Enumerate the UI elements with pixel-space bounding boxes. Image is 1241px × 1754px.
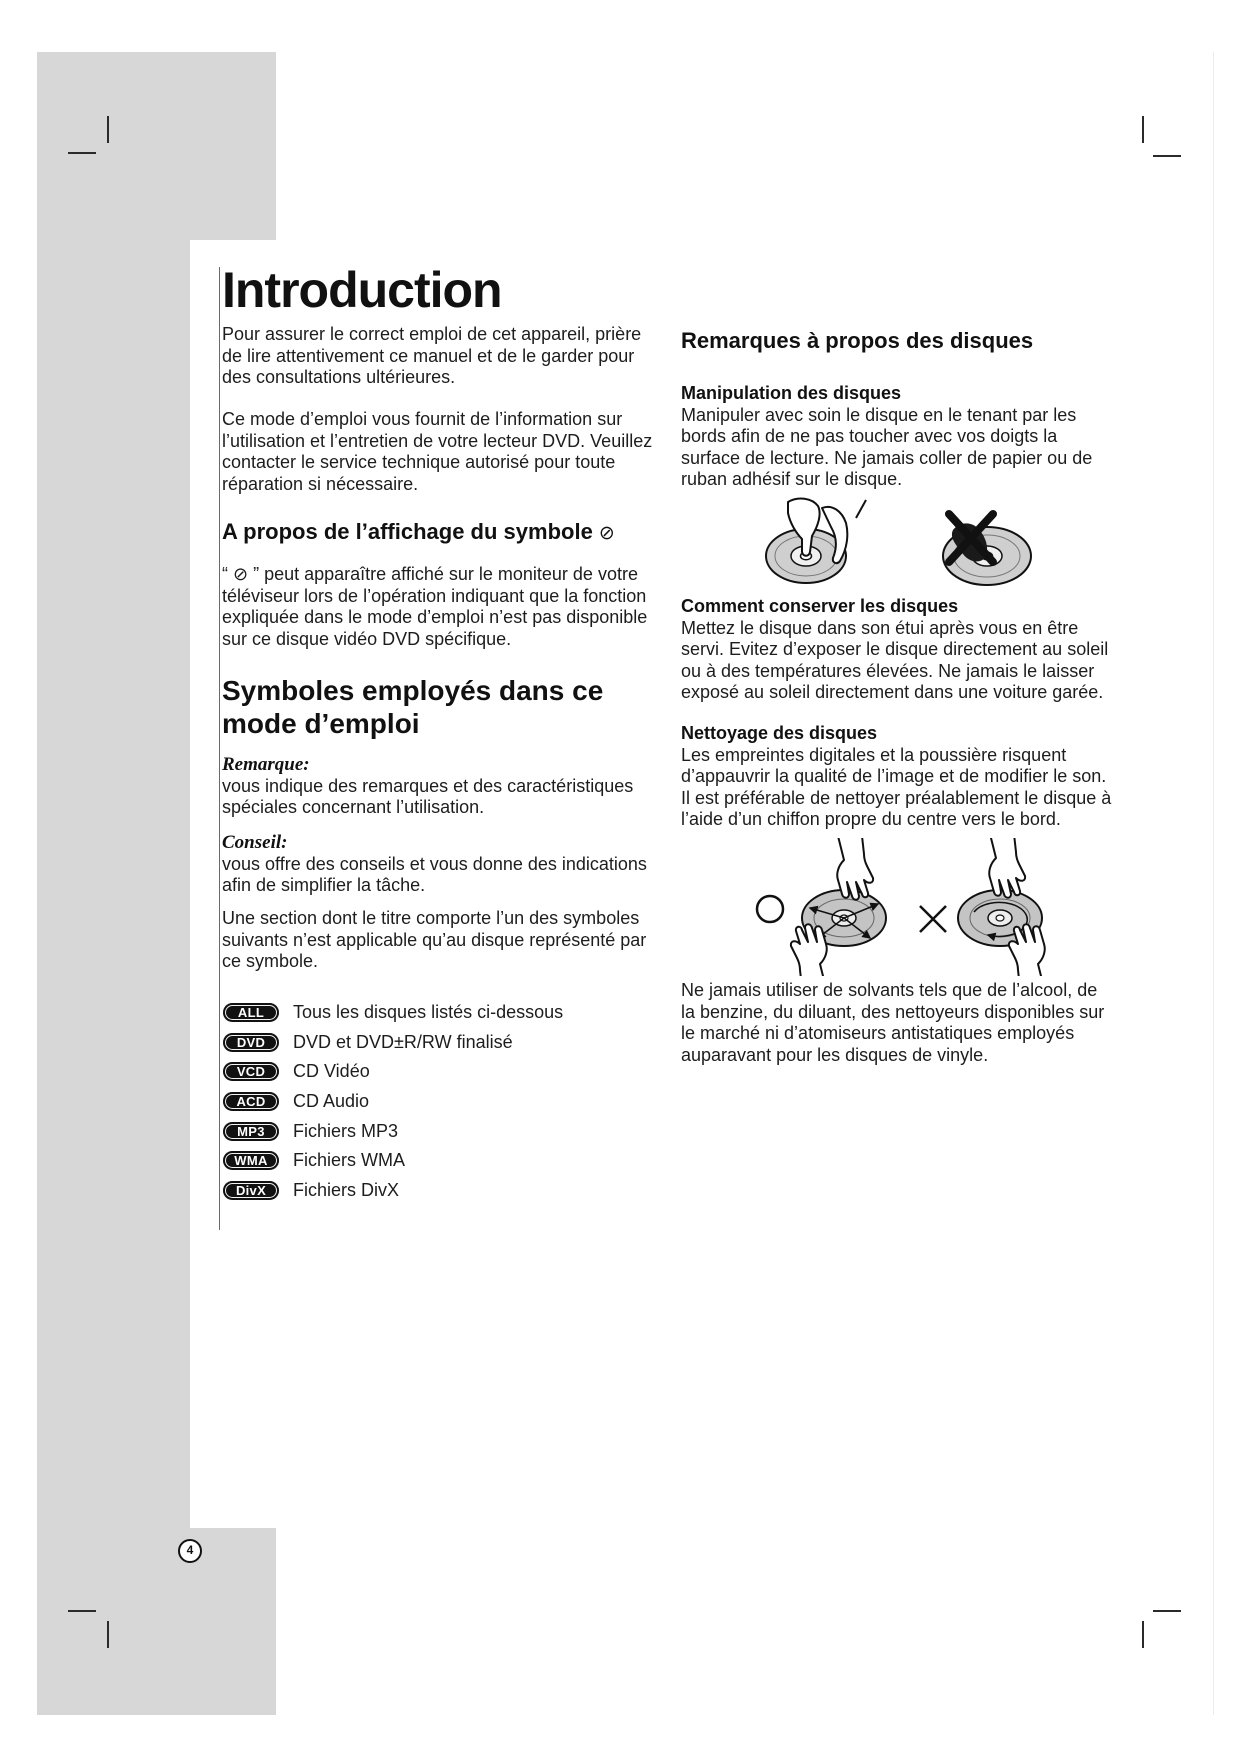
symbol-section-paragraph bbox=[222, 564, 647, 650]
disc-badge-dvd: DVD bbox=[223, 1033, 279, 1052]
text-line: ce symbole. bbox=[222, 951, 319, 971]
symbol-section-heading bbox=[222, 519, 615, 546]
crop-mark-bottom-left-v bbox=[107, 1621, 109, 1648]
text-line: Il est préférable de nettoyer préalablement le disque à bbox=[681, 787, 1112, 808]
crop-mark-bottom-right-h bbox=[1153, 1610, 1181, 1612]
disc-cleaning-illustration bbox=[752, 838, 1068, 976]
crop-mark-bottom-left-h bbox=[68, 1610, 96, 1612]
disc-type-label: CD Vidéo bbox=[293, 1061, 370, 1082]
text-line: des consultations ultérieures. bbox=[222, 367, 456, 387]
disc-handling-wrong-illustration bbox=[935, 506, 1035, 588]
list-item bbox=[223, 1116, 563, 1146]
disc-type-list bbox=[223, 998, 563, 1205]
disc-notes-heading: Remarques à propos des disques bbox=[681, 328, 1034, 353]
list-item bbox=[223, 1057, 563, 1087]
correct-mark-icon bbox=[757, 896, 783, 922]
page-number: 4 bbox=[178, 1539, 202, 1563]
text-line: spéciales concernant l’utilisation. bbox=[222, 797, 485, 817]
text-line: sur ce disque vidéo DVD spécifique. bbox=[222, 628, 512, 649]
left-column-rule bbox=[219, 267, 220, 1230]
heading-line: Symboles employés dans ce bbox=[222, 675, 604, 706]
symbol-heading-text: A propos de l’affichage du symbole bbox=[222, 519, 593, 544]
prohibited-symbol-icon: ⊘ bbox=[598, 522, 615, 544]
list-item bbox=[223, 998, 563, 1028]
text-line: surface de lecture. Ne jamais coller de papier ou de bbox=[681, 447, 1093, 468]
text-line: expliquée dans le mode d’emploi n’est pas disponible bbox=[222, 607, 648, 627]
text-line: téléviseur lors de l’opération indiquant que la fonction bbox=[222, 585, 647, 606]
page-title: Introduction bbox=[222, 262, 502, 318]
text-line: le marché ni d’atomiseurs antistatiques employés bbox=[681, 1023, 1075, 1043]
remarque-label: Remarque: bbox=[222, 754, 310, 775]
text-line: exposé au soleil directement dans une voiture garée. bbox=[681, 682, 1104, 702]
text-line: vous offre des conseils et vous donne des indications bbox=[222, 853, 647, 874]
text-line: “ ⊘ ” peut apparaître affiché sur le moniteur de votre bbox=[222, 564, 638, 584]
text-line: ruban adhésif sur le disque. bbox=[681, 469, 903, 489]
disc-type-label: Fichiers WMA bbox=[293, 1150, 405, 1171]
disc-type-label: Fichiers MP3 bbox=[293, 1120, 399, 1141]
storage-section bbox=[681, 596, 1108, 704]
text-line: réparation si nécessaire. bbox=[222, 473, 419, 494]
wrong-cross-icon bbox=[920, 906, 946, 932]
crop-mark-top-left-h bbox=[68, 152, 96, 154]
conseil-label: Conseil: bbox=[222, 832, 288, 853]
disc-badge-vcd: VCD bbox=[223, 1062, 279, 1081]
text-line: Mettez le disque dans son étui après vous en être bbox=[681, 617, 1079, 638]
crop-mark-bottom-right-v bbox=[1142, 1621, 1144, 1648]
disc-badge-wma: WMA bbox=[223, 1151, 279, 1170]
disc-badge-mp3: MP3 bbox=[223, 1122, 279, 1141]
text-line: l’utilisation et l’entretien de votre lecteur DVD. Veuillez bbox=[222, 430, 653, 451]
page-edge-line bbox=[1213, 52, 1214, 1715]
text-line: Ne jamais utiliser de solvants tels que de l’alcool, de bbox=[681, 980, 1098, 1000]
section-symbol-note bbox=[222, 908, 646, 973]
text-line: Une section dont le titre comporte l’un des symboles bbox=[222, 908, 640, 928]
text-line: Pour assurer le correct emploi de cet appareil, prière bbox=[222, 324, 642, 344]
text-line: suivants n’est applicable qu’au disque représenté par bbox=[222, 929, 647, 950]
list-item bbox=[223, 1146, 563, 1176]
symbols-section-heading bbox=[222, 674, 603, 740]
text-line: bords afin de ne pas toucher avec vos doigts la bbox=[681, 426, 1058, 446]
list-item bbox=[223, 1087, 563, 1117]
text-line: afin de simplifier la tâche. bbox=[222, 875, 426, 895]
disc-handling-correct-illustration bbox=[760, 496, 872, 586]
intro-paragraph-2 bbox=[222, 409, 652, 495]
disc-badge-all: ALL bbox=[223, 1003, 279, 1022]
text-line: vous indique des remarques et des caractéristiques bbox=[222, 775, 634, 796]
text-line: de lire attentivement ce manuel et de le garder pour bbox=[222, 345, 635, 366]
list-item bbox=[223, 1028, 563, 1058]
text-line: Manipuler avec soin le disque en le tenant par les bbox=[681, 404, 1077, 425]
disc-type-label: DVD et DVD±R/RW finalisé bbox=[293, 1031, 513, 1052]
cleaning-section bbox=[681, 723, 1111, 831]
cleaning-title: Nettoyage des disques bbox=[681, 723, 878, 743]
remarque-note bbox=[222, 754, 633, 819]
list-item bbox=[223, 1176, 563, 1206]
text-line: d’appauvrir la qualité de l’image et de modifier le son. bbox=[681, 766, 1107, 786]
crop-mark-top-right-v bbox=[1142, 116, 1144, 143]
heading-line: mode d’emploi bbox=[222, 708, 420, 739]
text-line: Les empreintes digitales et la poussière risquent bbox=[681, 744, 1067, 765]
conseil-note bbox=[222, 832, 647, 897]
text-line: auparavant pour les disques de vinyle. bbox=[681, 1044, 989, 1065]
disc-badge-acd: ACD bbox=[223, 1092, 279, 1111]
text-line: contacter le service technique autorisé pour toute bbox=[222, 452, 616, 472]
handling-title: Manipulation des disques bbox=[681, 383, 902, 403]
storage-title: Comment conserver les disques bbox=[681, 596, 959, 616]
disc-type-label: Fichiers DivX bbox=[293, 1179, 400, 1200]
text-line: l’aide d’un chiffon propre du centre vers le bord. bbox=[681, 809, 1061, 829]
disc-badge-divx: DivX bbox=[223, 1181, 279, 1200]
text-line: servi. Evitez d’exposer le disque directement au soleil bbox=[681, 639, 1109, 659]
crop-mark-top-left-v bbox=[107, 116, 109, 143]
text-line: ou à des températures élevées. Ne jamais le laisser bbox=[681, 660, 1095, 681]
handling-section bbox=[681, 383, 1092, 491]
solvents-warning bbox=[681, 980, 1104, 1066]
crop-mark-top-right-h bbox=[1153, 155, 1181, 157]
disc-type-label: Tous les disques listés ci-dessous bbox=[293, 1002, 564, 1023]
intro-paragraph-1 bbox=[222, 324, 641, 389]
text-line: Ce mode d’emploi vous fournit de l’information sur bbox=[222, 409, 623, 429]
disc-type-label: CD Audio bbox=[293, 1091, 370, 1112]
text-line: la benzine, du diluant, des nettoyeurs disponibles sur bbox=[681, 1001, 1105, 1022]
